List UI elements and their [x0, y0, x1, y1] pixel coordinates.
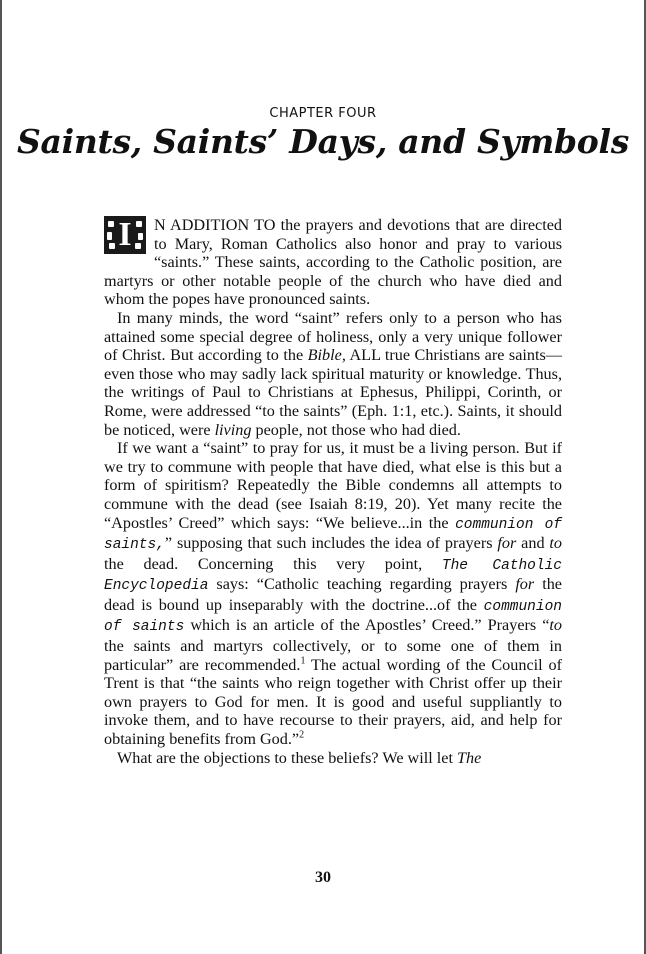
footnote-marker: 1 — [300, 655, 306, 667]
chapter-label: CHAPTER FOUR — [269, 106, 377, 121]
text-run: What are the objections to these beliefs? We will let — [117, 748, 458, 767]
italic-text: communion of saints, — [104, 516, 562, 554]
text-run: The actual wording of the Council of Trent is that “the saints who reign together with Christ offer up their own prayers to God for men. It is good and useful suppliantly to invoke them, and to have recourse to their prayers, aid, and help for obtaining benefits from God.” — [104, 655, 562, 749]
italic-text: to — [549, 534, 563, 553]
dropcap-letter: I — [118, 216, 132, 253]
text-run: people, not those who had died. — [251, 420, 461, 439]
italic-text: The Catholic Encyclopedia — [104, 557, 562, 595]
italic-text: living — [214, 420, 252, 439]
text-run: the dead is bound up inseparably with the doctrine...of the — [104, 575, 562, 614]
italic-text: for — [515, 575, 535, 594]
italic-text: communion of saints — [104, 598, 562, 636]
text-run: and — [516, 534, 550, 553]
footnote-marker: 2 — [299, 729, 305, 741]
text-run: the saints and martyrs collectively, or to some one of them in particular” are recommended. — [104, 637, 562, 674]
text-run: which is an article of the Apostles’ Creed.” Prayers “ — [184, 616, 550, 635]
italic-text: The — [457, 748, 482, 767]
chapter-title: Saints, Saints’ Days, and Symbols — [17, 122, 629, 161]
italic-text: for — [497, 534, 517, 553]
paragraph-1-text: N ADDITION TO the prayers and devotions that are directed to Mary, Roman Catholics also honor and pray to various “saints.” These saints, according to the Catholic position, are martyrs or other notable people of the church who have died and whom the popes have pronounced saints. — [104, 216, 562, 309]
body-text — [104, 216, 562, 767]
text-run: says: “Catholic teaching regarding prayers — [208, 575, 516, 594]
paragraph-2 — [104, 309, 562, 439]
paragraph-3 — [104, 439, 562, 749]
page-number: 30 — [315, 869, 331, 886]
paragraph-4 — [104, 749, 562, 768]
text-run: In many minds, the word “saint” refers only to a person who has attained some special degree of holiness, only a very unique follower of Christ. But according to the — [104, 308, 562, 365]
italic-text: Bible, — [307, 346, 346, 365]
text-run: ” supposing that such includes the idea of prayers — [164, 534, 498, 553]
text-run: the dead. Concerning this very point, — [104, 554, 442, 573]
paragraph-1 — [104, 216, 562, 309]
italic-text: to — [549, 616, 562, 635]
text-run: ALL true Christians are saints—even those who may sadly lack spiritual maturity or knowledge. Thus, the writings of Paul to Christians at Ephesus, Philippi, Corinth, or Rome, were addressed “to the saints” (Eph. 1:1, etc.). Saints, it should be noticed, were — [104, 346, 562, 439]
text-run: If we want a “saint” to pray for us, it must be a living person. But if we try to commune with people that have died, what else is this but a form of spiritism? Repeatedly the Bible condemns all attempts to commune with the dead (see Isaiah 8:19, 20). Yet many recite the “Apostles’ Creed” which says: “We believe...in the — [104, 439, 562, 532]
dropcap-ornament — [104, 216, 146, 254]
